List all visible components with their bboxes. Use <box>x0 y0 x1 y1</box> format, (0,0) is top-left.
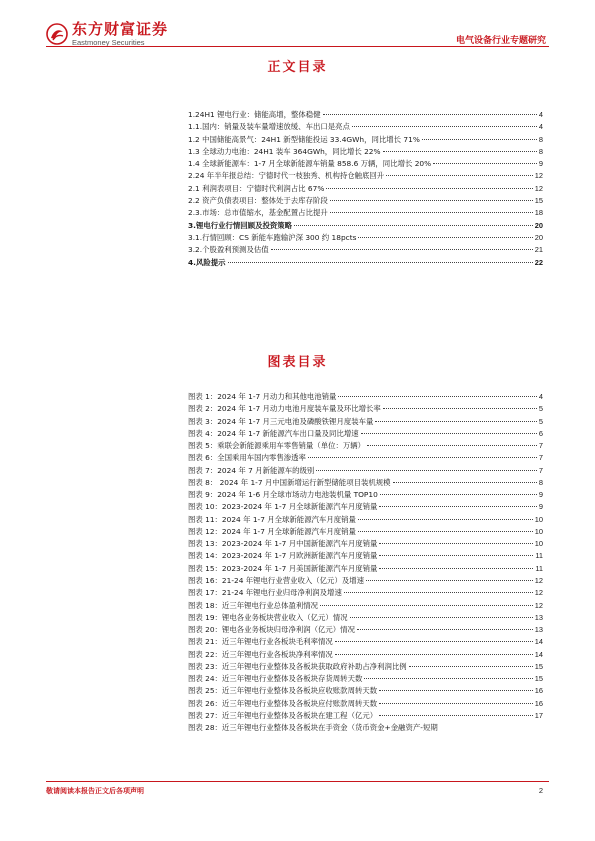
figure-entry-label: 图表 4：2024 年 1-7 新能源汽车出口量及同比增速 <box>188 428 359 438</box>
figure-entry[interactable] <box>188 477 543 489</box>
toc-entry[interactable] <box>188 207 543 219</box>
figure-entry[interactable] <box>188 600 543 612</box>
page-ref: 21 <box>534 245 543 255</box>
figure-entry-label: 图表 13：2023-2024 年 1-7 月中国新能源汽车月度销量 <box>188 539 378 549</box>
figure-entry[interactable] <box>188 501 543 513</box>
figure-entry[interactable] <box>188 452 543 464</box>
dot-leader <box>323 114 537 115</box>
figure-entry[interactable] <box>188 649 543 661</box>
dot-leader <box>375 421 536 422</box>
toc-entry[interactable] <box>188 121 543 133</box>
figure-entry[interactable] <box>188 575 543 587</box>
figure-entry-label: 图表 27：近三年锂电行业整体及各板块在建工程（亿元） <box>188 710 378 720</box>
dot-leader <box>228 262 533 263</box>
page-ref: 22 <box>534 257 543 267</box>
toc-entry-label: 2.2 资产负债表项目：整体处于去库存阶段 <box>188 196 328 206</box>
figure-entry-label: 图表 6：全国乘用车国内零售渗透率 <box>188 453 306 463</box>
figure-entry[interactable] <box>188 465 543 477</box>
figure-entry-label: 图表 16：21-24 年锂电行业营业收入（亿元）及增速 <box>188 575 365 585</box>
dot-leader <box>326 188 532 189</box>
page-ref: 7 <box>538 465 543 475</box>
page-ref: 20 <box>534 220 543 230</box>
figure-entry[interactable] <box>188 538 543 550</box>
figure-entry[interactable] <box>188 661 543 673</box>
dot-leader <box>409 666 533 667</box>
toc-entry[interactable] <box>188 195 543 207</box>
toc-entry-label: 2.3.市场：总市值缩水，基金配置占比提升 <box>188 208 328 218</box>
figure-entry-label: 图表 5：乘联会新能源乘用车零售销量（单位：万辆） <box>188 441 366 451</box>
figure-entry-label: 图表 7：2024 年 7 月新能源车的级别 <box>188 465 315 475</box>
dot-leader <box>379 690 533 691</box>
dot-leader <box>358 519 533 520</box>
toc-entry[interactable] <box>188 134 543 146</box>
page-ref: 14 <box>534 649 543 659</box>
page-ref: 12 <box>534 600 543 610</box>
dot-leader <box>330 212 533 213</box>
dot-leader <box>364 678 532 679</box>
toc-entry[interactable] <box>188 170 543 182</box>
dot-leader <box>379 506 536 507</box>
figure-entry-label: 图表 23：近三年锂电行业整体及各板块获取政府补助占净利润比例 <box>188 661 407 671</box>
figure-entry[interactable] <box>188 550 543 562</box>
figure-entry-label: 图表 28：近三年锂电行业整体及各板块在手资金（货币资金+金融资产-短期 <box>188 723 438 733</box>
dot-leader <box>294 225 533 226</box>
logo-english-name: Eastmoney Securities <box>72 38 145 47</box>
page-ref: 10 <box>534 539 543 549</box>
dot-leader <box>320 605 533 606</box>
figure-entry-label: 图表 10：2023-2024 年 1-7 月全球新能源汽车月度销量 <box>188 502 378 512</box>
page-ref: 5 <box>538 404 543 414</box>
dot-leader <box>383 151 537 152</box>
toc-entry-label: 3.2.个股盈利预测及估值 <box>188 245 269 255</box>
figure-entry[interactable] <box>188 391 543 403</box>
toc-entry-label: 1.1.国内：销量及装车量增速放缓、车出口是亮点 <box>188 122 350 132</box>
figure-entry-label: 图表 9：2024 年 1-6 月全球市场动力电池装机量 TOP10 <box>188 490 378 500</box>
page-ref: 8 <box>538 134 543 144</box>
figure-entry[interactable] <box>188 563 543 575</box>
figure-entry-label: 图表 22：近三年锂电行业各板块净利率情况 <box>188 649 333 659</box>
figure-entry[interactable] <box>188 416 543 428</box>
page-ref: 11 <box>535 551 543 561</box>
toc-entry-label: 1.3 全球动力电池：24H1 装车 364GWh，同比增长 22% <box>188 146 381 156</box>
report-type-label: 电气设备行业专题研究 <box>455 36 546 46</box>
figure-entry[interactable] <box>188 612 543 624</box>
page-ref: 8 <box>538 146 543 156</box>
figure-entry[interactable] <box>188 428 543 440</box>
figure-list-title: 图表目录 <box>267 355 328 370</box>
page-ref: 7 <box>538 453 543 463</box>
page-ref: 7 <box>538 441 543 451</box>
dot-leader <box>380 494 537 495</box>
dot-leader <box>383 408 537 409</box>
dot-leader <box>366 580 533 581</box>
disclaimer-note: 敬请阅读本报告正文后各项声明 <box>46 787 144 795</box>
page-ref: 6 <box>538 428 543 438</box>
dot-leader <box>335 654 533 655</box>
toc-title: 正文目录 <box>267 60 328 75</box>
page-ref: 15 <box>534 661 543 671</box>
dot-leader <box>379 703 533 704</box>
figure-entry[interactable] <box>188 440 543 452</box>
page-ref: 12 <box>534 183 543 193</box>
figure-entry[interactable] <box>188 710 543 722</box>
figure-entry[interactable] <box>188 403 543 415</box>
figure-entry-label: 图表 14：2023-2024 年 1-7 月欧洲新能源汽车月度销量 <box>188 551 378 561</box>
dot-leader <box>352 126 537 127</box>
toc-entry[interactable] <box>188 183 543 195</box>
dot-leader <box>379 543 532 544</box>
toc-entry-label: 1.2 中国储能高景气：24H1 新型储能投运 33.4GWh，同比增长 71% <box>188 134 420 144</box>
toc-entry-label: 1.24H1 锂电行业：储能高增，整体稳健 <box>188 110 321 119</box>
dot-leader <box>316 470 537 471</box>
page-ref: 9 <box>538 490 543 500</box>
figure-entry-label: 图表 20：锂电各业务板块归母净利润（亿元）情况 <box>188 625 355 635</box>
figure-entry-label: 图表 1：2024 年 1-7 月动力和其他电池销量 <box>188 392 337 401</box>
toc-entry[interactable] <box>188 257 543 269</box>
page-ref: 8 <box>538 477 543 487</box>
dot-leader <box>357 629 533 630</box>
figure-entry-label: 图表 26：近三年锂电行业整体及各板块应付账款周转天数 <box>188 698 378 708</box>
page-ref: 15 <box>534 196 543 206</box>
dot-leader <box>358 531 533 532</box>
page-ref: 17 <box>534 710 543 720</box>
figure-entry[interactable] <box>188 624 543 636</box>
page-ref: 16 <box>534 686 543 696</box>
footer-divider <box>46 781 549 782</box>
figure-entry-label: 图表 2：2024 年 1-7 月动力电池月度装车量及环比增长率 <box>188 404 381 414</box>
dot-leader <box>335 641 533 642</box>
page-ref: 16 <box>534 698 543 708</box>
figure-entry[interactable] <box>188 685 543 697</box>
dot-leader <box>379 555 533 556</box>
figure-entry[interactable] <box>188 587 543 599</box>
dot-leader <box>379 568 533 569</box>
figure-entry-label: 图表 15：2023-2024 年 1-7 月美国新能源汽车月度销量 <box>188 563 378 573</box>
figure-entry[interactable] <box>188 673 543 685</box>
dot-leader <box>350 617 533 618</box>
toc-entry-label: 4.风险提示 <box>188 257 226 267</box>
figure-entry-label: 图表 25：近三年锂电行业整体及各板块应收账款周转天数 <box>188 686 378 696</box>
company-logo <box>46 22 168 47</box>
figure-entry[interactable] <box>188 526 543 538</box>
figure-entry[interactable] <box>188 636 543 648</box>
toc-entry-label: 1.4 全球新能源车：1-7 月全球新能源车销量 858.6 万辆，同比增长 20% <box>188 159 432 169</box>
dot-leader <box>422 139 537 140</box>
figure-list <box>188 391 543 734</box>
toc-entry[interactable] <box>188 158 543 170</box>
page-ref: 12 <box>534 575 543 585</box>
page-ref: 15 <box>534 674 543 684</box>
page-ref: 9 <box>538 502 543 512</box>
toc-entry-label: 2.24 年半年报总结：宁德时代一枝独秀、机构持仓触底回升 <box>188 171 385 181</box>
page-header <box>0 0 595 52</box>
page-ref: 18 <box>534 208 543 218</box>
figure-entry-label: 图表 11：2024 年 1-7 月全球新能源汽车月度销量 <box>188 514 356 524</box>
figure-entry-label: 图表 18：近三年锂电行业总体盈利情况 <box>188 600 319 610</box>
page-ref: 4 <box>538 122 543 132</box>
page-ref: 9 <box>538 159 543 169</box>
figure-entry[interactable] <box>188 489 543 501</box>
header-divider <box>46 46 549 47</box>
figure-entry[interactable] <box>188 698 543 710</box>
page-ref: 14 <box>534 637 543 647</box>
figure-entry[interactable] <box>188 514 543 526</box>
figure-entry-label: 图表 24：近三年锂电行业整体及各板块存货周转天数 <box>188 674 363 684</box>
dot-leader <box>358 237 532 238</box>
page-ref: 4 <box>538 392 543 401</box>
dot-leader <box>367 445 537 446</box>
toc-entry[interactable] <box>188 244 543 256</box>
eastmoney-logo-icon <box>46 23 68 45</box>
page-ref: 5 <box>538 416 543 426</box>
dot-leader <box>308 457 537 458</box>
toc-entry-label: 3.1.行情回顾：CS 新能车跑输沪深 300 约 18pcts <box>188 232 357 242</box>
figure-entry-label: 图表 8： 2024 年 1-7 月中国新增运行新型储能项目装机规模 <box>188 477 391 487</box>
dot-leader <box>379 715 533 716</box>
toc-entry-label: 3.锂电行业行情回顾及投资策略 <box>188 220 293 230</box>
page-ref: 13 <box>534 612 543 622</box>
logo-chinese-name: 东方财富证券 <box>72 20 169 38</box>
page-ref: 10 <box>534 526 543 536</box>
dot-leader <box>271 249 533 250</box>
toc-entry[interactable] <box>188 232 543 244</box>
toc-entry[interactable] <box>188 220 543 232</box>
dot-leader <box>338 396 536 397</box>
dot-leader <box>386 175 533 176</box>
page-number: 2 <box>538 786 543 795</box>
figure-entry-label: 图表 17：21-24 年锂电行业归母净利润及增速 <box>188 588 342 598</box>
dot-leader <box>433 163 537 164</box>
figure-entry-label: 图表 3：2024 年 1-7 月三元电池及磷酸铁锂月度装车量 <box>188 416 374 426</box>
toc-entry-label: 2.1 利润表项目：宁德时代利润占比 67% <box>188 183 325 193</box>
page-ref: 12 <box>534 588 543 598</box>
page-ref: 12 <box>534 171 543 181</box>
dot-leader <box>361 433 537 434</box>
dot-leader <box>393 482 537 483</box>
figure-entry-label: 图表 19：锂电各业务板块营业收入（亿元）情况 <box>188 612 348 622</box>
figure-entry[interactable] <box>188 722 543 734</box>
page-ref: 13 <box>534 625 543 635</box>
table-of-contents <box>188 109 543 269</box>
figure-entry-label: 图表 12：2024 年 1-7 月全球新能源汽车月度销量 <box>188 526 356 536</box>
dot-leader <box>344 592 533 593</box>
page-ref: 20 <box>534 232 543 242</box>
page-ref: 11 <box>535 563 543 573</box>
page-ref: 4 <box>538 110 543 119</box>
page-ref: 10 <box>534 514 543 524</box>
toc-entry[interactable] <box>188 146 543 158</box>
toc-entry[interactable] <box>188 109 543 121</box>
dot-leader <box>330 200 533 201</box>
figure-entry-label: 图表 21：近三年锂电行业各板块毛利率情况 <box>188 637 333 647</box>
